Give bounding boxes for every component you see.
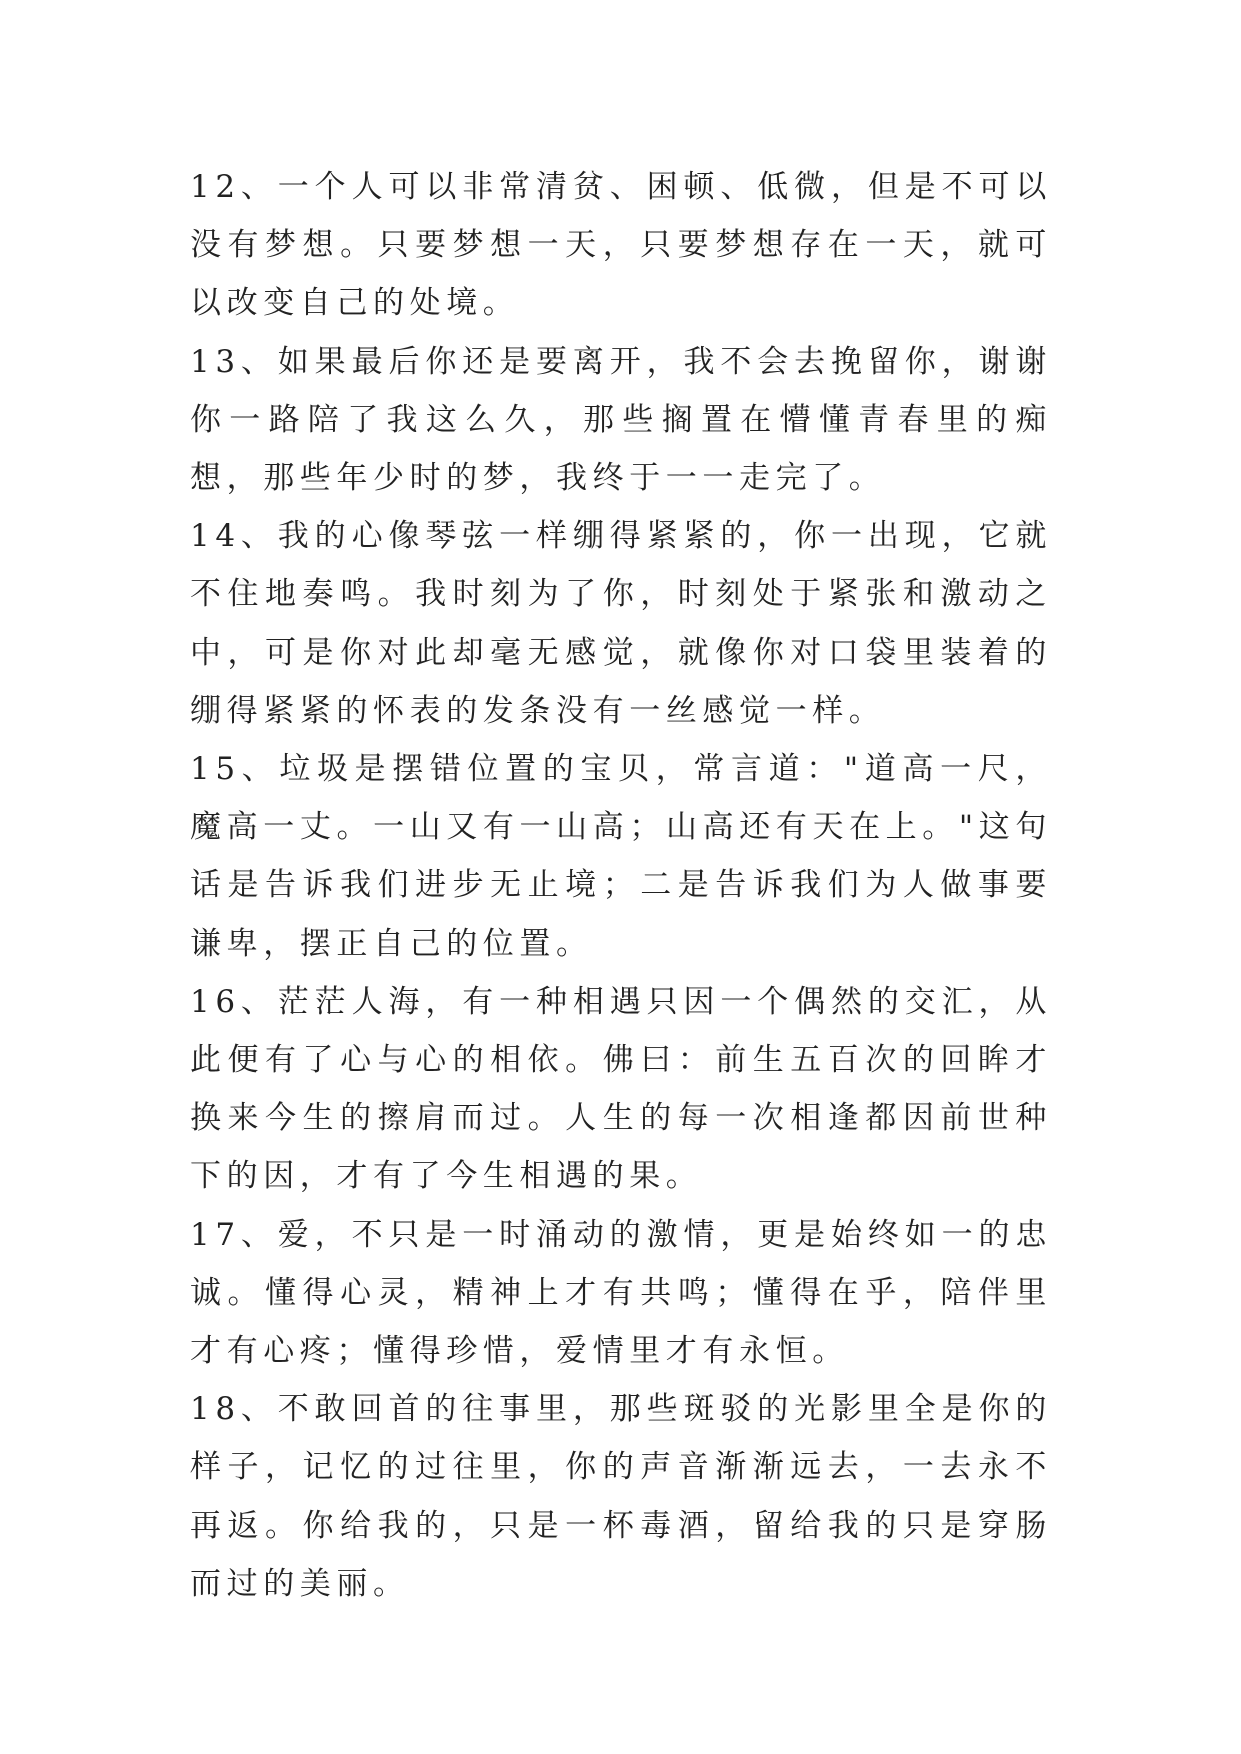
paragraph-15: 15、垃圾是摆错位置的宝贝，常言道："道高一尺，魔高一丈。一山又有一山高；山高还有天在上。"这句话是告诉我们进步无止境；二是告诉我们为人做事要谦卑，摆正自己的位置。 [190, 751, 1052, 962]
paragraph-14: 14、我的心像琴弦一样绷得紧紧的，你一出现，它就不住地奏鸣。我时刻为了你，时刻处于紧张和激动之中，可是你对此却毫无感觉，就像你对口袋里装着的绷得紧紧的怀表的发条没有一丝感觉一样。 [190, 518, 1052, 729]
paragraph-18: 18、不敢回首的往事里，那些斑驳的光影里全是你的样子，记忆的过往里，你的声音渐渐远去，一去永不再返。你给我的，只是一杯毒酒，留给我的只是穿肠而过的美丽。 [190, 1391, 1052, 1602]
paragraph-12: 12、一个人可以非常清贫、困顿、低微，但是不可以没有梦想。只要梦想一天，只要梦想存在一天，就可以改变自己的处境。 [190, 169, 1052, 322]
paragraph-16: 16、茫茫人海，有一种相遇只因一个偶然的交汇，从此便有了心与心的相依。佛曰：前生五百次的回眸才换来今生的擦肩而过。人生的每一次相逢都因前世种下的因，才有了今生相遇的果。 [190, 983, 1052, 1195]
document-body [190, 158, 1052, 1613]
paragraph-13: 13、如果最后你还是要离开，我不会去挽留你，谢谢你一路陪了我这么久，那些搁置在懵懂青春里的痴想，那些年少时的梦，我终于一一走完了。 [190, 343, 1052, 497]
paragraph-17: 17、爱，不只是一时涌动的激情，更是始终如一的忠诚。懂得心灵，精神上才有共鸣；懂得在乎，陪伴里才有心疼；懂得珍惜，爱情里才有永恒。 [190, 1216, 1052, 1370]
